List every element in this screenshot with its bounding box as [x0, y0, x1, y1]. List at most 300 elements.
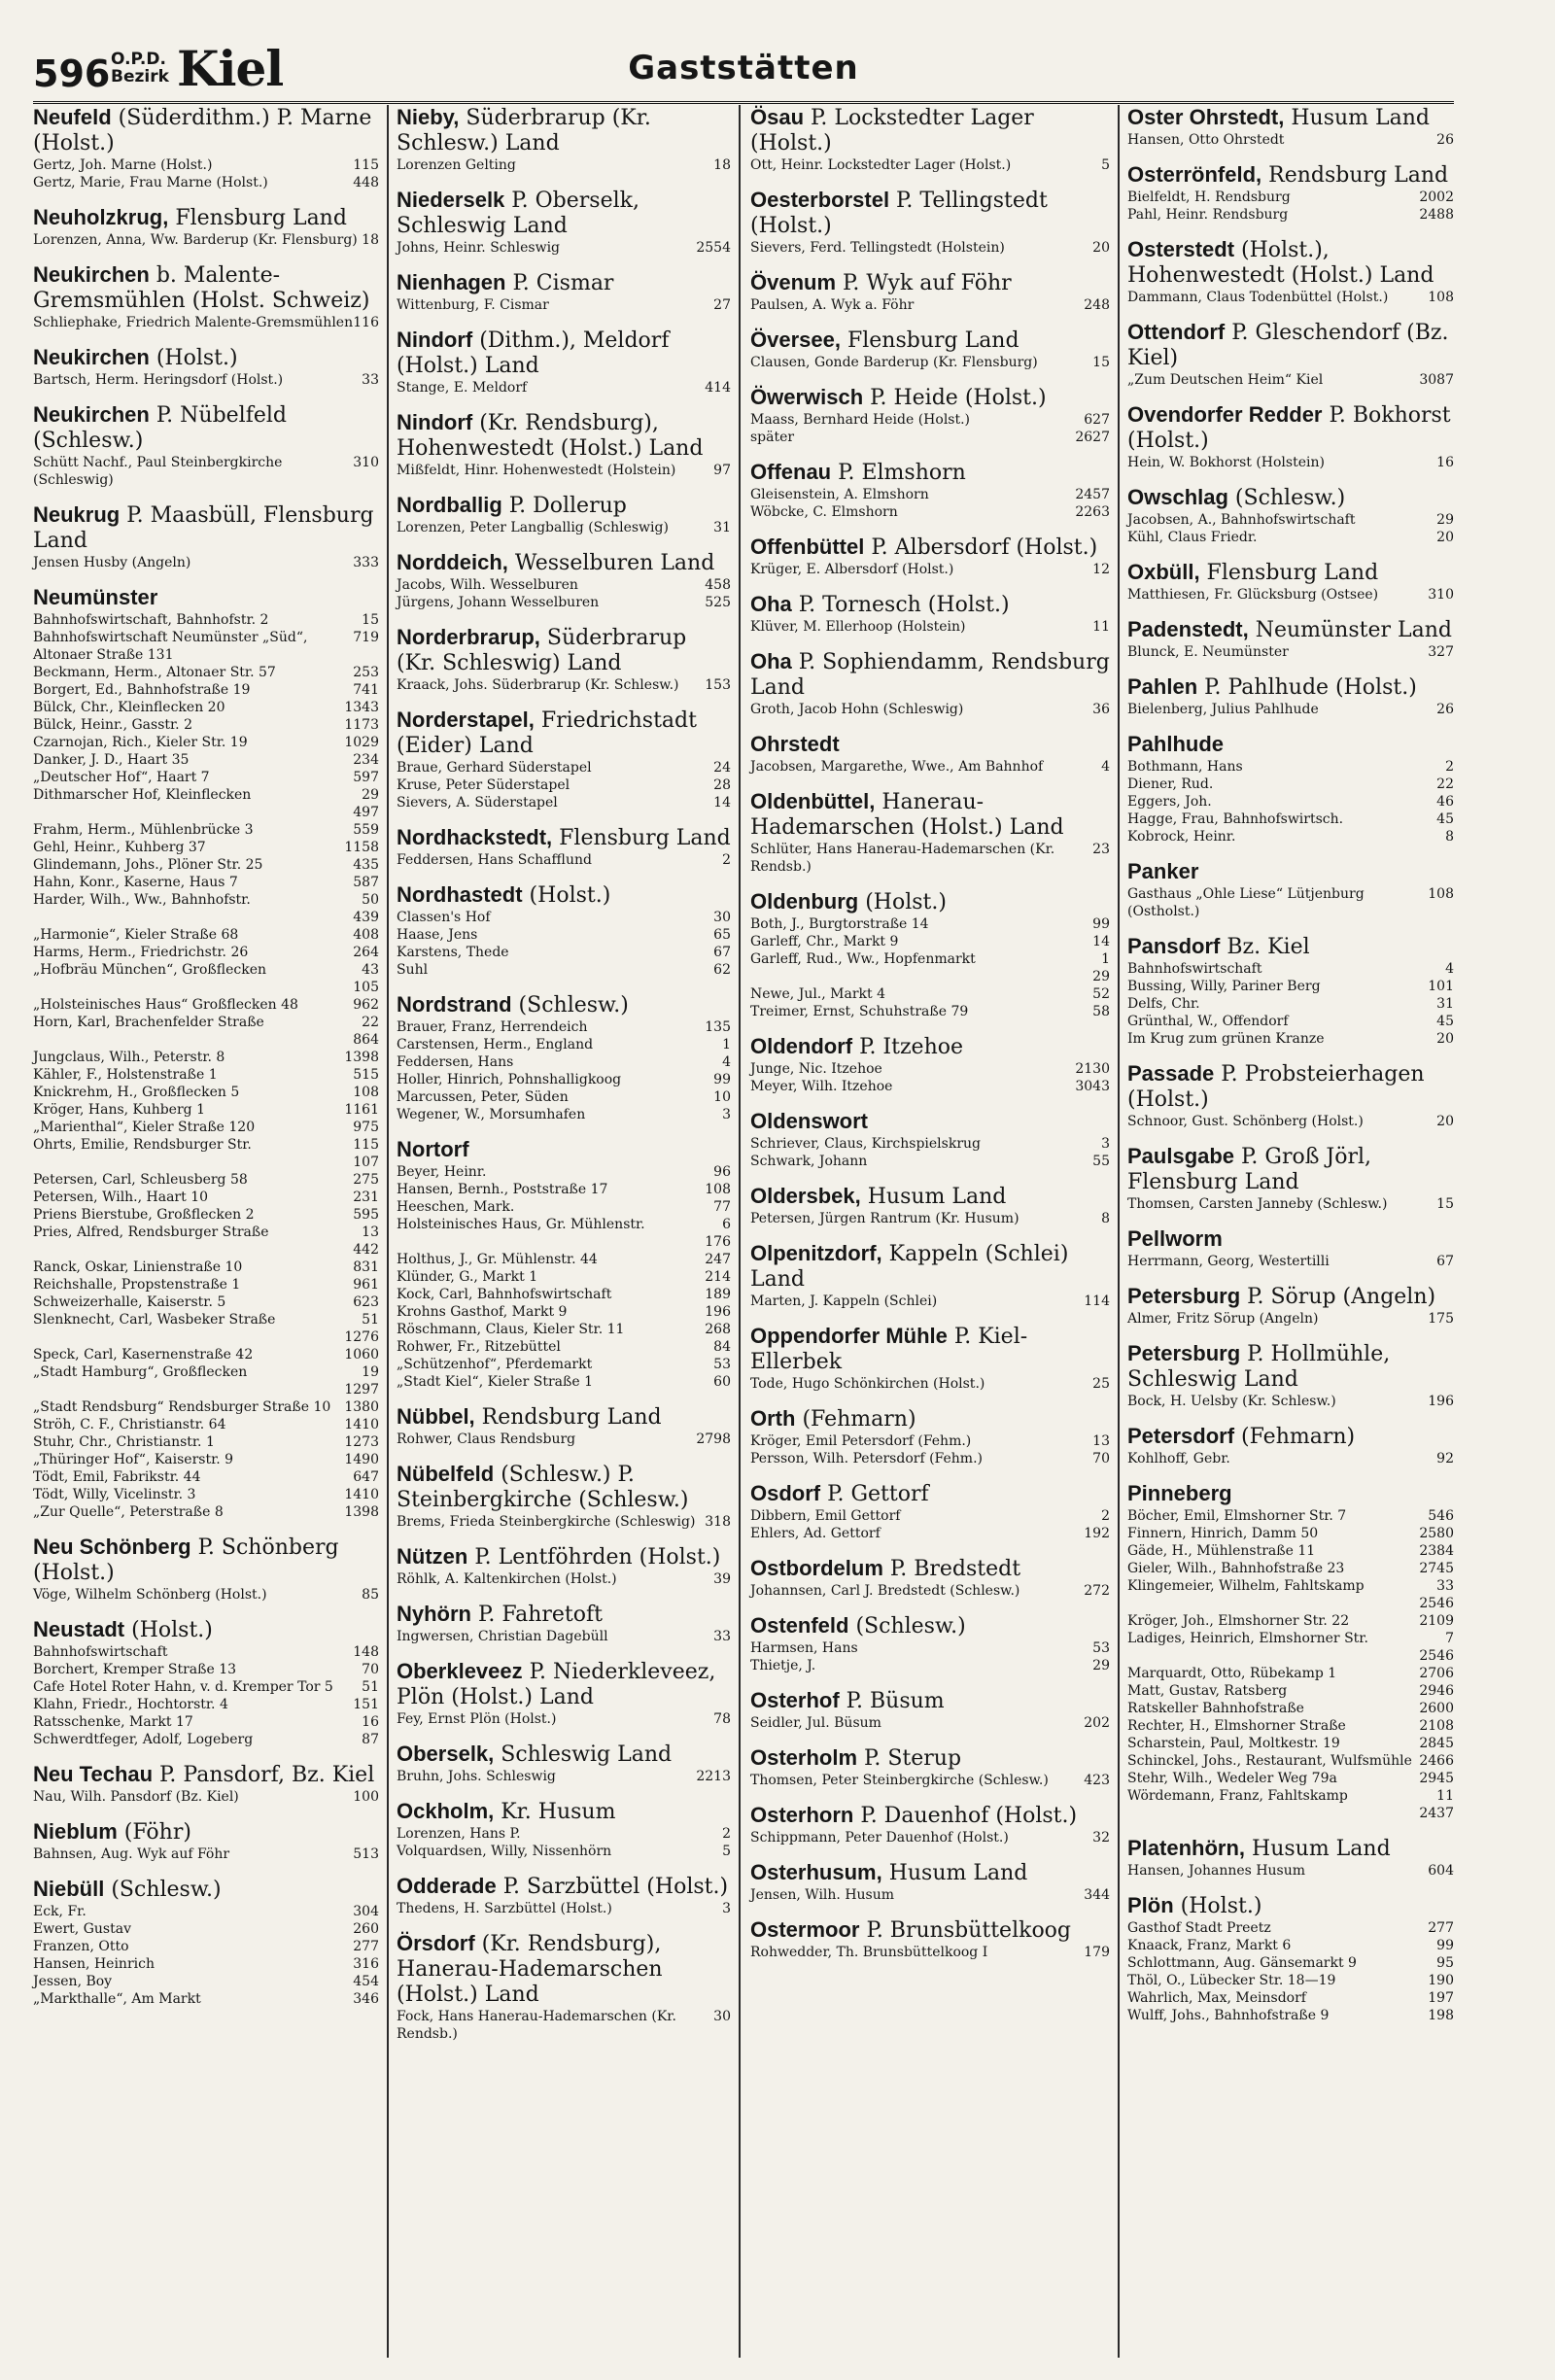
listing-name: Bock, H. Uelsby (Kr. Schlesw.)	[1127, 1394, 1336, 1409]
listing-line	[1127, 1542, 1454, 1560]
listing-name: Tödt, Willy, Vicelinstr. 3	[33, 1487, 196, 1502]
phone-number: 1273	[344, 1434, 379, 1450]
place-entry	[33, 585, 379, 1521]
column-1	[33, 105, 379, 2021]
listing-name: Schlottmann, Aug. Gänsemarkt 9	[1127, 1955, 1357, 1971]
phone-number: 587	[353, 875, 379, 890]
phone-number: 1398	[344, 1050, 379, 1065]
phone-number: 22	[1436, 776, 1454, 792]
place-postal-info: Flensburg Land	[552, 826, 731, 850]
phone-number: 43	[362, 962, 379, 978]
place-postal-info: P. Bokhorst (Holst.)	[1127, 403, 1451, 453]
place-heading	[397, 105, 731, 156]
listing-name: Grünthal, W., Offendorf	[1127, 1014, 1289, 1029]
listing-name: Jacobsen, A., Bahnhofswirtschaft	[1127, 512, 1356, 528]
listing-name: Rohwer, Claus Rendsburg	[397, 1431, 576, 1447]
phone-number: 2845	[1419, 1736, 1454, 1751]
place-entry	[397, 625, 731, 694]
listing-line	[1127, 1450, 1454, 1467]
listing-line	[33, 1259, 379, 1276]
listing-line	[33, 1990, 379, 2008]
phone-number: 108	[353, 1085, 379, 1100]
phone-number: 5	[722, 1844, 731, 1859]
listing-line	[750, 841, 1110, 876]
phone-number: 176	[705, 1234, 731, 1250]
listing-line	[1127, 1577, 1454, 1595]
place-entry	[397, 992, 731, 1123]
listing-name: Schliephake, Friedrich Malente-Gremsmühlen	[33, 315, 354, 330]
place-heading	[1127, 485, 1454, 511]
phone-number: 439	[353, 910, 379, 925]
phone-number: 15	[1092, 355, 1110, 370]
listing-line	[33, 1903, 379, 1920]
place-entry	[397, 707, 731, 811]
place-entry	[33, 1877, 379, 2008]
place-heading	[397, 1602, 731, 1628]
listing-name: Krüger, E. Albersdorf (Holst.)	[750, 562, 954, 577]
listing-line	[1127, 1682, 1454, 1700]
listing-name: Marten, J. Kappeln (Schlei)	[750, 1293, 938, 1309]
listing-name: Ladiges, Heinrich, Elmshorner Str.	[1127, 1631, 1368, 1646]
listing-line	[397, 1036, 731, 1053]
listing-name: „Stadt Kiel“, Kieler Straße 1	[397, 1374, 593, 1390]
listing-line	[1127, 828, 1454, 845]
listing-name: Harder, Wilh., Ww., Bahnhofstr.	[33, 892, 251, 908]
place-entry	[750, 385, 1110, 446]
phone-number: 192	[1084, 1526, 1110, 1541]
place-heading	[1127, 1893, 1454, 1919]
listing-name: Johns, Heinr. Schleswig	[397, 240, 561, 256]
listing-name: Kähler, F., Holstenstraße 1	[33, 1067, 218, 1083]
place-postal-info: P. Lockstedter Lager (Holst.)	[750, 106, 1034, 155]
place-postal-info: P. Heide (Holst.)	[863, 386, 1047, 410]
place-name: Oldenswort	[750, 1109, 869, 1133]
place-entry	[750, 1481, 1110, 1542]
phone-number: 115	[353, 1137, 379, 1153]
place-name: Neukirchen	[33, 262, 150, 287]
listing-name: Gasthof Stadt Preetz	[1127, 1920, 1271, 1936]
phone-number: 248	[1084, 297, 1110, 313]
listing-line	[750, 1432, 1110, 1450]
listing-line	[33, 174, 379, 191]
phone-number: 2	[722, 1826, 731, 1842]
listing-name: Ingwersen, Christian Dagebüll	[397, 1629, 608, 1644]
listing-line	[1127, 1525, 1454, 1542]
phone-number: 1410	[344, 1487, 379, 1502]
listing-line	[33, 454, 379, 489]
place-name: Osterhorn	[750, 1803, 854, 1827]
phone-number: 14	[1092, 934, 1110, 949]
place-entry	[33, 205, 379, 249]
phone-number: 197	[1428, 1990, 1454, 2006]
place-entry	[397, 1462, 731, 1531]
listing-name: Gäde, H., Mühlenstraße 11	[1127, 1543, 1316, 1559]
phone-number: 58	[1092, 1004, 1110, 1019]
listing-line	[1127, 206, 1454, 224]
listing-name: Thomsen, Peter Steinbergkirche (Schlesw.)	[750, 1773, 1049, 1788]
place-postal-info: P. Sophiendamm, Rendsburg Land	[750, 650, 1110, 700]
listing-line	[750, 915, 1110, 933]
phone-number: 108	[1428, 290, 1454, 305]
phone-number: 1398	[344, 1504, 379, 1520]
listing-name: „Stadt Rendsburg“ Rendsburger Straße 10	[33, 1399, 331, 1415]
phone-number: 189	[705, 1287, 731, 1302]
listing-line	[397, 1373, 731, 1391]
place-postal-info: (Holst.), Hohenwestedt (Holst.) Land	[1127, 238, 1434, 288]
phone-number: 2706	[1419, 1666, 1454, 1681]
listing-line	[397, 944, 731, 961]
phone-number: 831	[353, 1259, 379, 1275]
phone-number: 2213	[696, 1769, 731, 1784]
listing-line	[1127, 1612, 1454, 1630]
phone-number: 559	[353, 822, 379, 838]
place-entry	[1127, 1893, 1454, 2024]
listing-name: Hagge, Frau, Bahnhofswirtsch.	[1127, 811, 1344, 827]
listing-name: Volquardsen, Willy, Nissenhörn	[397, 1844, 612, 1859]
listing-name: Klünder, G., Markt 1	[397, 1269, 538, 1285]
phone-number: 3043	[1075, 1079, 1110, 1094]
place-heading	[397, 1544, 731, 1570]
phone-number: 4	[722, 1054, 731, 1070]
place-postal-info: P. Dauenhof (Holst.)	[853, 1804, 1078, 1828]
listing-line	[750, 486, 1110, 503]
listing-name: „Holsteinisches Haus“ Großflecken 48	[33, 997, 298, 1013]
listing-name: Haase, Jens	[397, 927, 478, 943]
phone-number: 231	[353, 1190, 379, 1205]
listing-name: Bussing, Willy, Pariner Berg	[1127, 979, 1321, 994]
place-entry	[750, 1803, 1110, 1846]
phone-number: 214	[705, 1269, 731, 1285]
phone-number: 33	[362, 372, 379, 388]
place-heading	[33, 502, 379, 554]
listing-name: Wittenburg, F. Cismar	[397, 297, 549, 313]
phone-number: 2108	[1419, 1718, 1454, 1734]
place-heading	[1127, 402, 1454, 454]
listing-line	[1127, 511, 1454, 529]
place-postal-info: Bz. Kiel	[1220, 935, 1310, 959]
listing-name: Holthus, J., Gr. Mühlenstr. 44	[397, 1252, 598, 1267]
listing-line	[33, 1171, 379, 1189]
place-entry	[1127, 1144, 1454, 1213]
place-heading	[750, 889, 1110, 915]
place-heading	[750, 1406, 1110, 1432]
listing-name: Scharstein, Paul, Moltkestr. 19	[1127, 1736, 1340, 1751]
listing-line	[750, 1944, 1110, 1961]
city-title: Kiel	[177, 40, 284, 97]
phone-number: 29	[1092, 1658, 1110, 1673]
place-heading	[397, 410, 731, 462]
place-entry	[397, 188, 731, 257]
place-entry	[1127, 617, 1454, 661]
place-name: Osterrönfeld,	[1127, 162, 1262, 187]
listing-name: „Markthalle“, Am Markt	[33, 1991, 201, 2007]
listing-name: Harmsen, Hans	[750, 1640, 858, 1656]
place-heading	[750, 1481, 1110, 1507]
phone-number: 454	[353, 1974, 379, 1989]
place-heading	[397, 1404, 731, 1431]
phone-number: 31	[1436, 996, 1454, 1012]
place-postal-info: Kappeln (Schlei) Land	[750, 1242, 1069, 1292]
phone-number: 6	[722, 1217, 731, 1232]
listing-line	[397, 1106, 731, 1123]
place-name: Oesterborstel	[750, 188, 890, 212]
listing-line	[1127, 960, 1454, 978]
place-heading	[750, 1860, 1110, 1886]
listing-name: Kühl, Claus Friedr.	[1127, 530, 1258, 545]
phone-number: 36	[1092, 702, 1110, 717]
phone-number: 2457	[1075, 487, 1110, 502]
listing-line	[750, 758, 1110, 776]
place-postal-info: P. Cismar	[505, 271, 614, 295]
listing-line	[750, 985, 1110, 1003]
phone-number: 2002	[1419, 190, 1454, 205]
place-heading	[1127, 105, 1454, 131]
listing-name: Knickrehm, H., Großflecken 5	[33, 1085, 240, 1100]
place-entry	[1127, 560, 1454, 604]
place-postal-info: (Holst.)	[149, 346, 238, 370]
place-entry	[750, 535, 1110, 578]
place-name: Odderade	[397, 1874, 497, 1898]
place-entry	[750, 1688, 1110, 1732]
phone-number: 84	[713, 1339, 731, 1355]
listing-name: Ranck, Oskar, Linienstraße 10	[33, 1259, 243, 1275]
place-name: Olpenitzdorf,	[750, 1241, 882, 1265]
listing-line	[1127, 1030, 1454, 1048]
listing-name: Schwerdtfeger, Adolf, Logeberg	[33, 1732, 254, 1747]
listing-name: Schnoor, Gust. Schönberg (Holst.)	[1127, 1114, 1364, 1129]
listing-line	[1127, 289, 1454, 306]
listing-line	[33, 681, 379, 699]
listing-line	[1127, 793, 1454, 811]
place-heading	[1127, 1481, 1454, 1507]
place-name: Neukrug	[33, 502, 121, 527]
listing-name: Gleisenstein, A. Elmshorn	[750, 487, 929, 502]
listing-name: „Marienthal“, Kieler Straße 120	[33, 1120, 256, 1135]
place-postal-info: P. Pansdorf, Bz. Kiel	[153, 1763, 375, 1787]
listing-name: Gertz, Joh. Marne (Holst.)	[33, 157, 213, 173]
listing-name: Eggers, Joh.	[1127, 794, 1212, 810]
listing-name: Jacobs, Wilh. Wesselburen	[397, 577, 578, 593]
listing-line	[1127, 1862, 1454, 1880]
listing-line	[397, 1071, 731, 1088]
place-postal-info: Husum Land	[881, 1861, 1028, 1885]
place-heading	[33, 1617, 379, 1643]
listing-line	[750, 1507, 1110, 1525]
phone-number: 2384	[1419, 1543, 1454, 1559]
phone-number: 22	[362, 1015, 379, 1030]
place-postal-info: Rendsburg Land	[1261, 163, 1449, 188]
phone-number: 318	[705, 1514, 731, 1530]
place-entry	[33, 402, 379, 489]
phone-number: 18	[713, 157, 731, 173]
phone-number: 30	[713, 910, 731, 925]
listing-line	[33, 961, 379, 979]
listing-name: Brems, Frieda Steinbergkirche (Schleswig)	[397, 1514, 696, 1530]
place-entry	[397, 105, 731, 174]
place-postal-info: (Schlesw.)	[1227, 486, 1346, 510]
listing-line	[33, 1955, 379, 1973]
phone-number: 597	[353, 770, 379, 785]
listing-name: Bahnsen, Aug. Wyk auf Föhr	[33, 1846, 230, 1862]
place-postal-info: P. Sterup	[857, 1746, 962, 1771]
phone-number: 2554	[696, 240, 731, 256]
listing-name: Petersen, Carl, Schleusberg 58	[33, 1172, 248, 1188]
place-entry	[750, 649, 1110, 718]
place-postal-info: (Kr. Rendsburg), Hohenwestedt (Holst.) Land	[397, 411, 704, 461]
place-name: Norderstapel,	[397, 707, 535, 732]
listing-name: Groth, Jacob Hohn (Schleswig)	[750, 702, 964, 717]
phone-number: 135	[705, 1019, 731, 1035]
phone-number: 2466	[1419, 1753, 1454, 1769]
place-entry	[1127, 1424, 1454, 1467]
listing-line	[1127, 1665, 1454, 1682]
place-name: Nützen	[397, 1544, 468, 1569]
phone-number: 115	[353, 157, 379, 173]
phone-number: 15	[1436, 1196, 1454, 1212]
phone-number: 51	[362, 1679, 379, 1695]
listing-name: Schlüter, Hans Hanerau-Hademarschen (Kr. Rendsb.)	[750, 842, 1055, 875]
column-rule	[387, 105, 389, 2358]
place-heading	[397, 328, 731, 379]
place-heading	[397, 550, 731, 576]
listing-name: Kobrock, Heinr.	[1127, 829, 1236, 845]
listing-line	[1127, 454, 1454, 471]
phone-number: 20	[1436, 1114, 1454, 1129]
phone-number: 234	[353, 752, 379, 768]
listing-name: Holsteinisches Haus, Gr. Mühlenstr.	[397, 1217, 645, 1232]
place-heading	[750, 592, 1110, 618]
listing-name: Schriever, Claus, Kirchspielskrug	[750, 1136, 982, 1152]
listing-line	[33, 1101, 379, 1119]
place-postal-info: (Schlesw.) P. Steinbergkirche (Schlesw.)	[397, 1463, 689, 1512]
phone-number: 202	[1084, 1715, 1110, 1731]
place-entry	[397, 1742, 731, 1785]
phone-number: 1276	[344, 1329, 379, 1345]
listing-line	[33, 944, 379, 961]
place-postal-info: (Schlesw.)	[104, 1878, 222, 1902]
place-entry	[1127, 402, 1454, 471]
phone-number: 27	[713, 297, 731, 313]
listing-name: Rohwedder, Th. Brunsbüttelkoog I	[750, 1945, 988, 1960]
phone-number: 24	[713, 760, 731, 776]
place-heading	[33, 262, 379, 314]
listing-name: „Stadt Hamburg“, Großflecken	[33, 1364, 248, 1380]
phone-number: 442	[353, 1242, 379, 1258]
phone-number: 108	[1428, 886, 1454, 902]
page-header	[33, 39, 1454, 104]
listing-name: Horn, Karl, Brachenfelder Straße	[33, 1015, 264, 1030]
listing-name: Nau, Wilh. Pansdorf (Bz. Kiel)	[33, 1789, 239, 1805]
listing-name: Bahnhofswirtschaft	[1127, 961, 1262, 977]
listing-line	[1127, 1113, 1454, 1130]
listing-line	[33, 1486, 379, 1503]
listing-name: Sievers, A. Süderstapel	[397, 795, 558, 811]
listing-line	[1127, 1560, 1454, 1577]
place-heading	[750, 1803, 1110, 1829]
listing-name: Kruse, Peter Süderstapel	[397, 777, 570, 793]
listing-line	[750, 1582, 1110, 1600]
listing-line	[33, 1066, 379, 1084]
listing-name: Jungclaus, Wilh., Peterstr. 8	[33, 1050, 225, 1065]
listing-line	[1127, 1310, 1454, 1328]
listing-name: Mißfeldt, Hinr. Hohenwestedt (Holstein)	[397, 463, 676, 478]
listing-name: Bielfeldt, H. Rendsburg	[1127, 190, 1291, 205]
listing-line	[397, 1321, 731, 1338]
place-entry	[750, 1917, 1110, 1961]
place-name: Osterholm	[750, 1745, 858, 1770]
listing-line	[1127, 1972, 1454, 1989]
phone-number: 179	[1084, 1945, 1110, 1960]
listing-name: Klüver, M. Ellerhoop (Holstein)	[750, 619, 966, 635]
phone-number: 2130	[1075, 1061, 1110, 1077]
phone-number: 55	[1092, 1154, 1110, 1169]
place-name: Nordballig	[397, 493, 502, 517]
place-heading	[397, 188, 731, 239]
place-name: Ohrstedt	[750, 732, 840, 756]
place-entry	[1127, 674, 1454, 718]
place-entry	[750, 460, 1110, 521]
place-name: Neukirchen	[33, 345, 150, 369]
place-heading	[750, 460, 1110, 486]
listing-line	[33, 926, 379, 944]
listing-line	[1127, 1787, 1454, 1805]
listing-name: Frahm, Herm., Mühlenbrücke 3	[33, 822, 254, 838]
place-entry	[1127, 1284, 1454, 1328]
phone-number: 13	[1092, 1433, 1110, 1449]
place-name: Nienhagen	[397, 270, 506, 294]
place-heading	[397, 1874, 731, 1900]
phone-number: 1029	[344, 735, 379, 750]
phone-number: 175	[1428, 1311, 1454, 1327]
place-heading	[1127, 1341, 1454, 1393]
place-postal-info: (Fehmarn)	[1234, 1425, 1356, 1449]
listing-line	[1127, 1195, 1454, 1213]
listing-line	[1127, 1595, 1454, 1612]
place-heading	[750, 649, 1110, 701]
place-entry	[1127, 934, 1454, 1048]
place-postal-info: (Holst.)	[522, 883, 611, 908]
phone-number: 99	[1436, 1938, 1454, 1953]
listing-name: Both, J., Burgtorstraße 14	[750, 916, 929, 932]
phone-number: 1060	[344, 1347, 379, 1362]
phone-number: 13	[362, 1224, 379, 1240]
phone-number: 153	[705, 677, 731, 693]
listing-line	[750, 1886, 1110, 1904]
listing-name: Junge, Nic. Itzehoe	[750, 1061, 882, 1077]
listing-name: Bahnhofswirtschaft Neumünster „Süd“, Altonaer Straße 131	[33, 630, 308, 663]
place-postal-info: P. Hollmühle, Schleswig Land	[1127, 1342, 1391, 1392]
listing-line	[33, 314, 379, 331]
listing-name: Im Krug zum grünen Kranze	[1127, 1031, 1325, 1047]
phone-number: 310	[1428, 587, 1454, 603]
place-name: Ostbordelum	[750, 1556, 883, 1580]
listing-name: Dibbern, Emil Gettorf	[750, 1508, 901, 1524]
place-entry	[397, 270, 731, 314]
listing-name: Garleff, Rud., Ww., Hopfenmarkt	[750, 951, 976, 967]
place-postal-info: Hanerau-Hademarschen (Holst.) Land	[750, 790, 1064, 840]
place-name: Padenstedt,	[1127, 617, 1249, 641]
place-name: Osterstedt	[1127, 237, 1235, 261]
listing-name: Jessen, Boy	[33, 1974, 113, 1989]
place-name: Oldenburg	[750, 889, 859, 914]
listing-line	[1127, 1630, 1454, 1647]
listing-name: Wegener, W., Morsumhafen	[397, 1107, 586, 1122]
phone-number: 4	[1445, 961, 1454, 977]
place-name: Petersburg	[1127, 1284, 1241, 1308]
place-postal-info: P. Albersdorf (Holst.)	[864, 535, 1098, 560]
phone-number: 70	[1092, 1451, 1110, 1466]
place-entry	[1127, 1061, 1454, 1130]
